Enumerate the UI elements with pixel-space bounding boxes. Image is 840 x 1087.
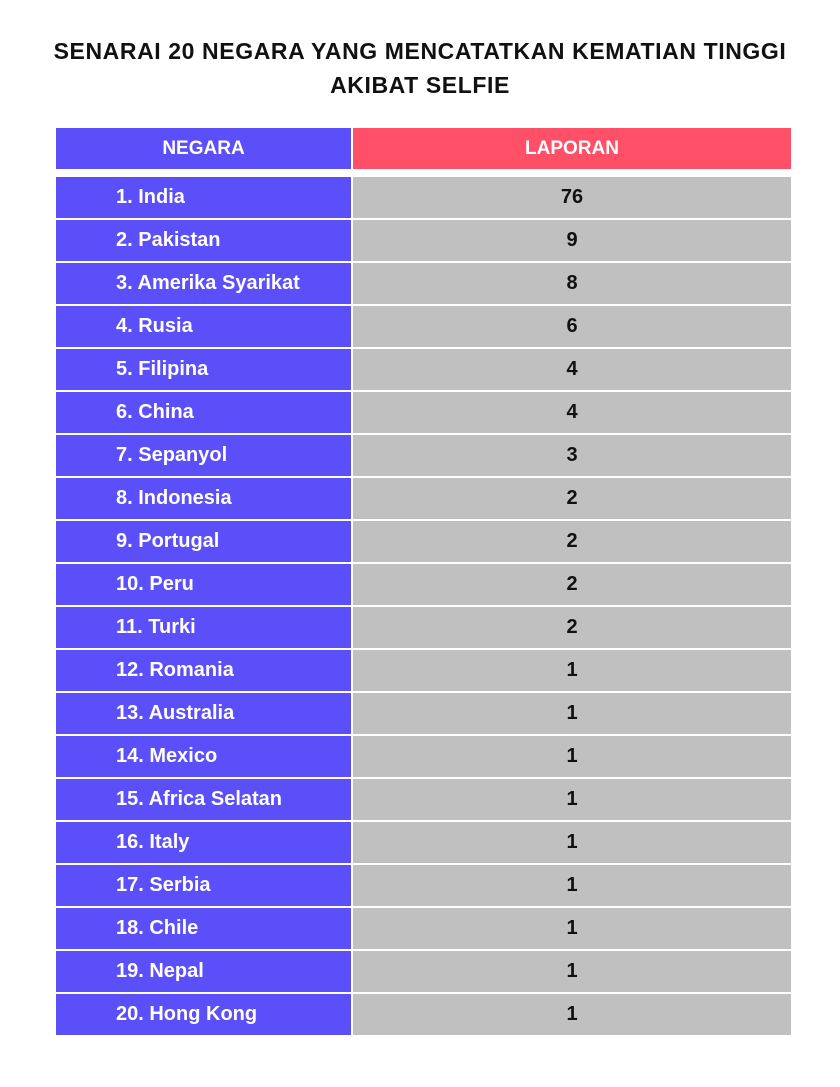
title-line-2: AKIBAT SELFIE bbox=[330, 72, 510, 98]
country-cell: 5. Filipina bbox=[56, 349, 351, 390]
reports-cell: 1 bbox=[353, 908, 791, 949]
table-row bbox=[56, 908, 791, 949]
table-header-row bbox=[56, 128, 791, 169]
country-cell: 13. Australia bbox=[56, 693, 351, 734]
table-row bbox=[56, 349, 791, 390]
reports-cell: 1 bbox=[353, 650, 791, 691]
reports-cell: 1 bbox=[353, 865, 791, 906]
reports-cell: 9 bbox=[353, 220, 791, 261]
reports-cell: 2 bbox=[353, 521, 791, 562]
table-row bbox=[56, 220, 791, 261]
table-row bbox=[56, 994, 791, 1035]
reports-cell: 4 bbox=[353, 349, 791, 390]
table-row bbox=[56, 865, 791, 906]
country-cell: 6. China bbox=[56, 392, 351, 433]
reports-cell: 1 bbox=[353, 736, 791, 777]
reports-cell: 3 bbox=[353, 435, 791, 476]
reports-cell: 1 bbox=[353, 994, 791, 1035]
table-row bbox=[56, 607, 791, 648]
country-cell: 7. Sepanyol bbox=[56, 435, 351, 476]
data-table bbox=[56, 128, 791, 1037]
table-row bbox=[56, 435, 791, 476]
table-row bbox=[56, 779, 791, 820]
country-cell: 16. Italy bbox=[56, 822, 351, 863]
table-row bbox=[56, 822, 791, 863]
table-row bbox=[56, 392, 791, 433]
country-cell: 10. Peru bbox=[56, 564, 351, 605]
country-cell: 4. Rusia bbox=[56, 306, 351, 347]
country-cell: 15. Africa Selatan bbox=[56, 779, 351, 820]
country-cell: 2. Pakistan bbox=[56, 220, 351, 261]
country-cell: 20. Hong Kong bbox=[56, 994, 351, 1035]
table-row bbox=[56, 263, 791, 304]
page-title bbox=[0, 34, 840, 102]
country-cell: 11. Turki bbox=[56, 607, 351, 648]
table-row bbox=[56, 177, 791, 218]
table-body bbox=[56, 177, 791, 1035]
country-cell: 14. Mexico bbox=[56, 736, 351, 777]
reports-cell: 1 bbox=[353, 822, 791, 863]
country-cell: 19. Nepal bbox=[56, 951, 351, 992]
country-cell: 12. Romania bbox=[56, 650, 351, 691]
reports-cell: 76 bbox=[353, 177, 791, 218]
country-cell: 1. India bbox=[56, 177, 351, 218]
reports-cell: 6 bbox=[353, 306, 791, 347]
reports-cell: 2 bbox=[353, 607, 791, 648]
table-row bbox=[56, 650, 791, 691]
reports-cell: 1 bbox=[353, 693, 791, 734]
table-row bbox=[56, 478, 791, 519]
country-cell: 9. Portugal bbox=[56, 521, 351, 562]
reports-cell: 2 bbox=[353, 478, 791, 519]
reports-cell: 2 bbox=[353, 564, 791, 605]
reports-cell: 1 bbox=[353, 779, 791, 820]
table-row bbox=[56, 521, 791, 562]
title-line-1: SENARAI 20 NEGARA YANG MENCATATKAN KEMATIAN TINGGI bbox=[53, 38, 787, 64]
country-cell: 18. Chile bbox=[56, 908, 351, 949]
reports-cell: 8 bbox=[353, 263, 791, 304]
reports-cell: 1 bbox=[353, 951, 791, 992]
column-header-reports: LAPORAN bbox=[353, 128, 791, 169]
table-row bbox=[56, 693, 791, 734]
column-header-country: NEGARA bbox=[56, 128, 351, 169]
table-row bbox=[56, 736, 791, 777]
table-row bbox=[56, 951, 791, 992]
reports-cell: 4 bbox=[353, 392, 791, 433]
country-cell: 17. Serbia bbox=[56, 865, 351, 906]
table-row bbox=[56, 564, 791, 605]
table-row bbox=[56, 306, 791, 347]
country-cell: 8. Indonesia bbox=[56, 478, 351, 519]
country-cell: 3. Amerika Syarikat bbox=[56, 263, 351, 304]
